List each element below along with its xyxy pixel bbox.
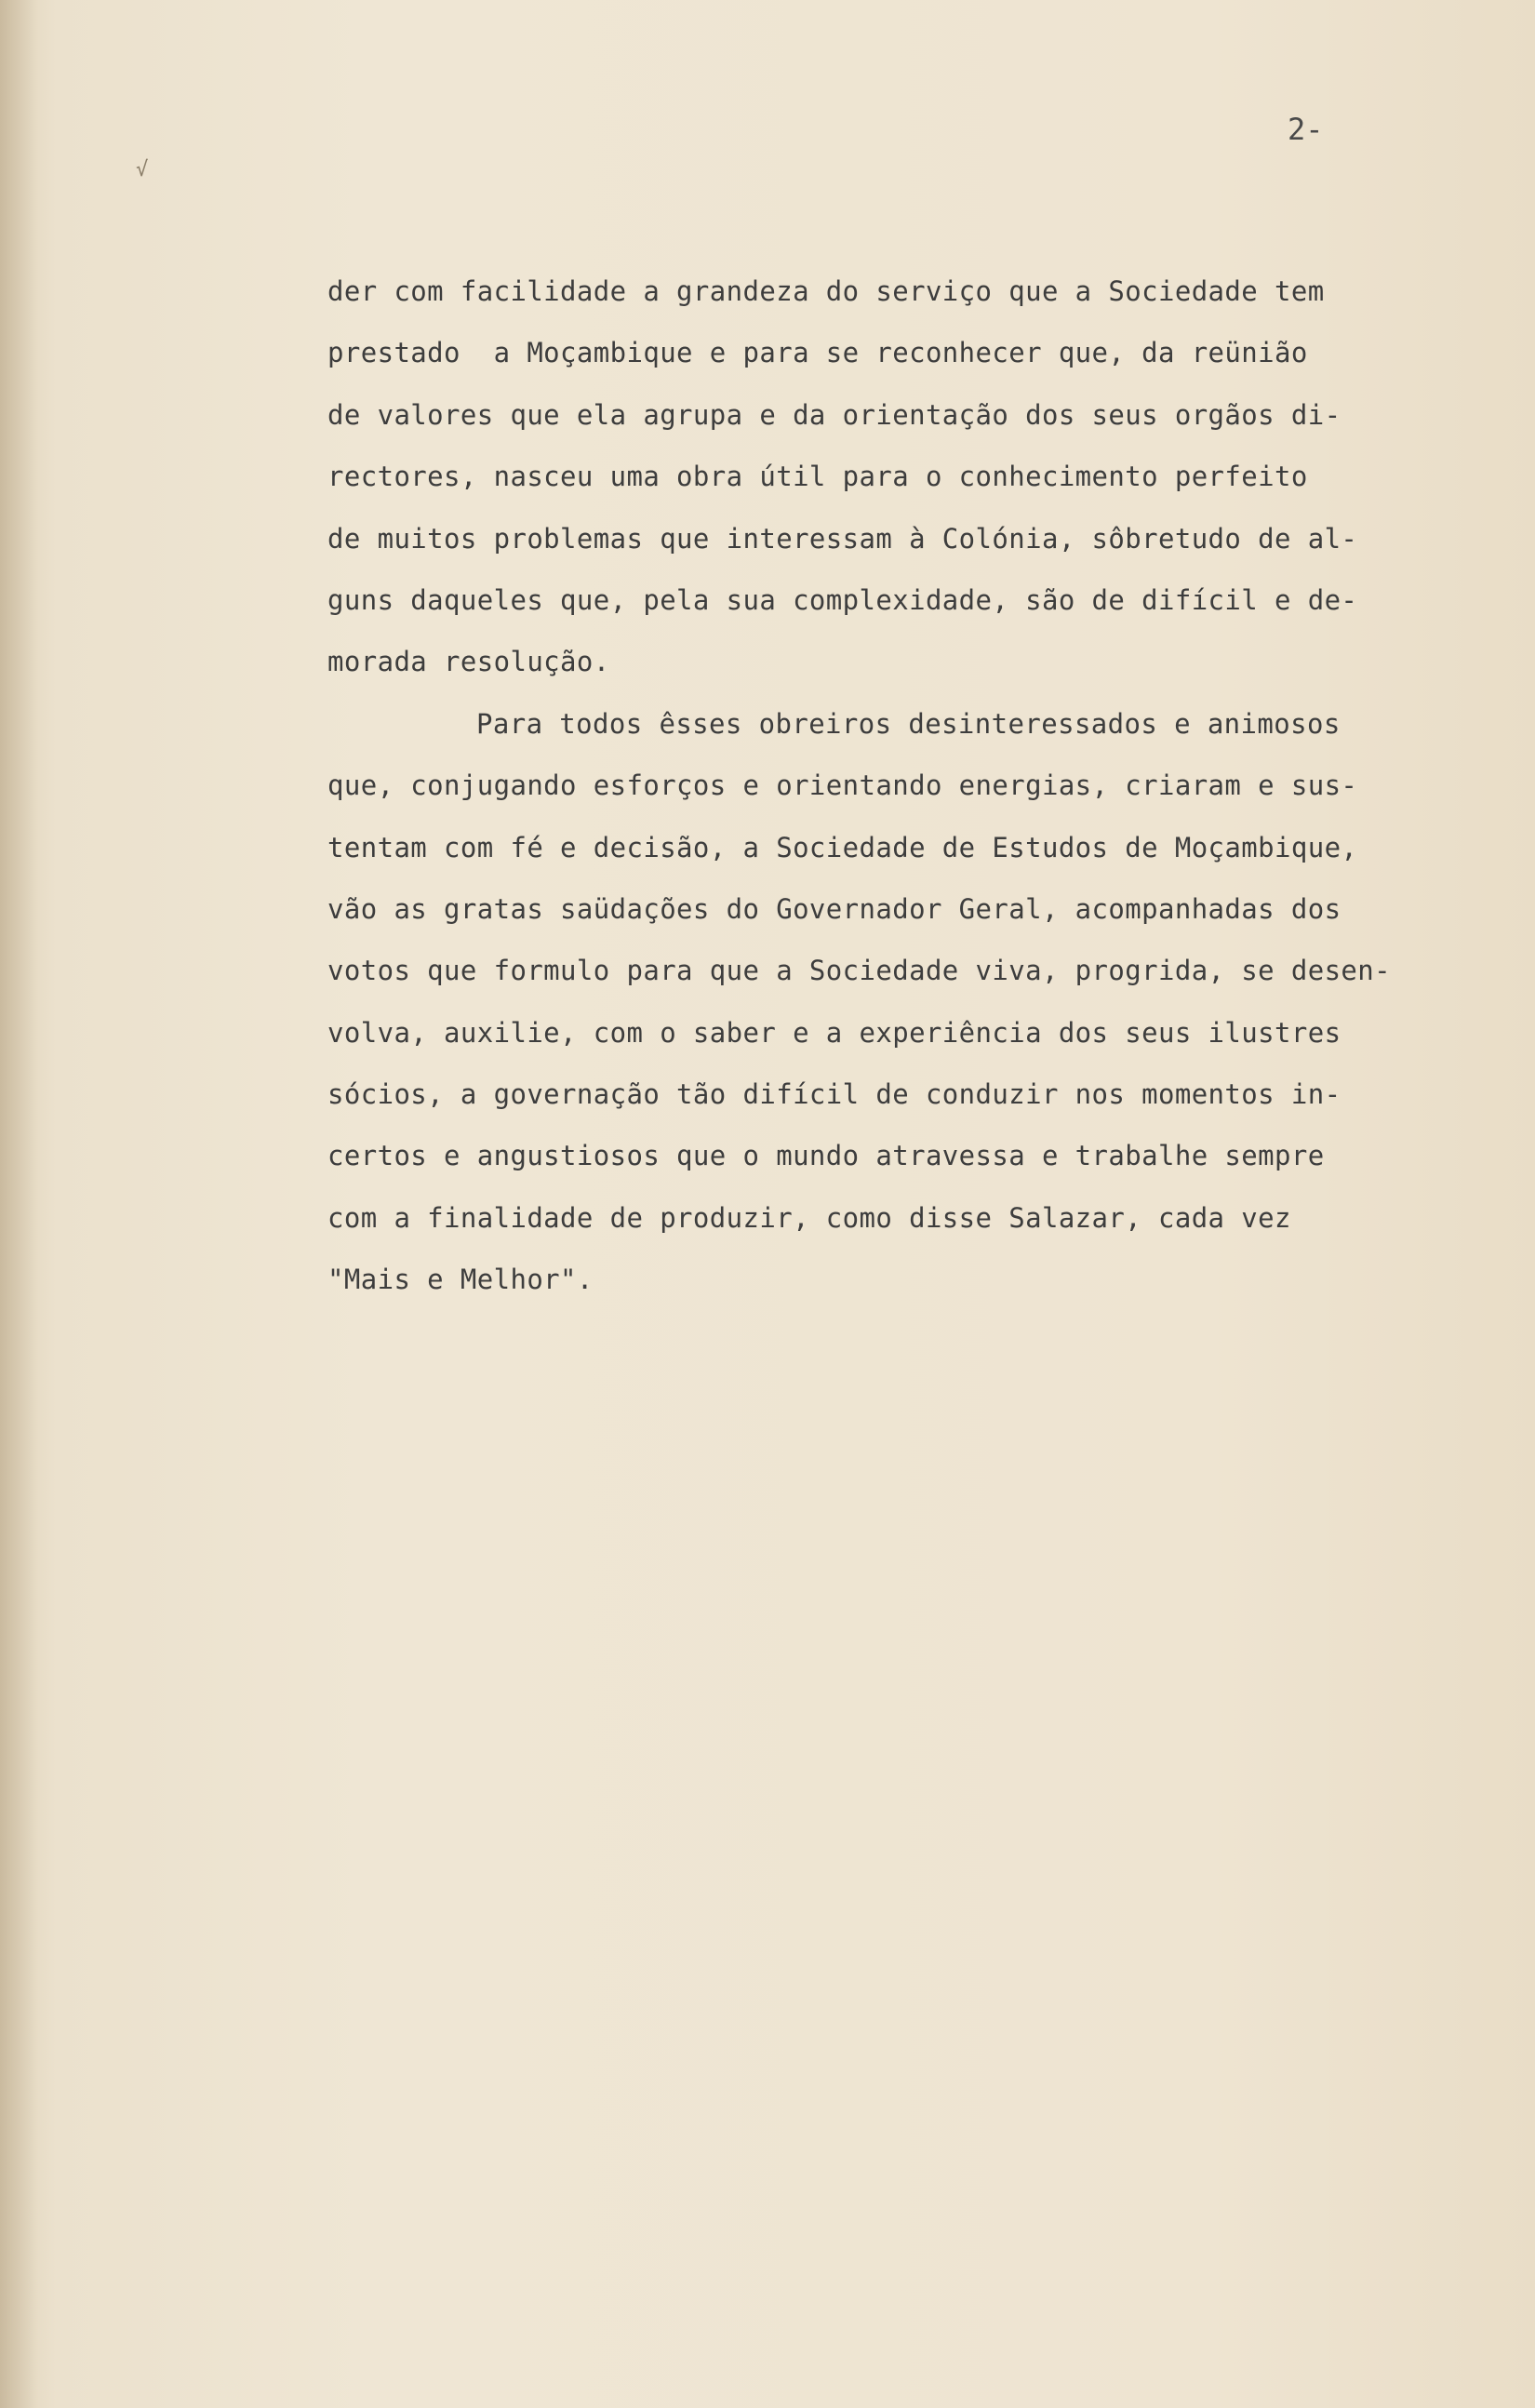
text-line: guns daqueles que, pela sua complexidade, são de difícil e de- [327,583,1358,616]
text-line: volva, auxilie, com o saber e a experiência dos seus ilustres [327,1016,1341,1049]
text-line: votos que formulo para que a Sociedade viva, progrida, se desen- [327,955,1392,987]
text-line: prestado a Moçambique e para se reconhecer que, da reünião [327,337,1308,369]
text-line: sócios, a governação tão difícil de conduzir nos momentos in- [327,1078,1341,1111]
margin-check-mark: √ [136,158,149,181]
text-line: de muitos problemas que interessam à Colónia, sôbretudo de al- [327,522,1358,555]
text-line: morada resolução. [327,646,610,678]
body-text [327,261,1518,1311]
text-line: com a finalidade de produzir, como disse Salazar, cada vez [327,1201,1291,1234]
paragraph-2 [327,693,1518,1311]
page-number: 2- [1288,112,1324,147]
text-line: der com facilidade a grandeza do serviço que a Sociedade tem [327,275,1325,307]
text-line: Para todos êsses obreiros desinteressados e animosos [476,707,1341,740]
text-line: "Mais e Melhor". [327,1264,594,1296]
text-line: vão as gratas saüdações do Governador Geral, acompanhadas dos [327,892,1341,925]
text-line: certos e angustiosos que o mundo atravessa e trabalhe sempre [327,1140,1325,1172]
text-line: de valores que ela agrupa e da orientação dos seus orgãos di- [327,398,1341,431]
text-line: que, conjugando esforços e orientando energias, criaram e sus- [327,769,1358,802]
paragraph-1 [327,261,1518,693]
text-line: rectores, nasceu uma obra útil para o conhecimento perfeito [327,461,1308,493]
text-line: tentam com fé e decisão, a Sociedade de Estudos de Moçambique, [327,831,1358,863]
page-edge-shadow [0,0,37,2408]
